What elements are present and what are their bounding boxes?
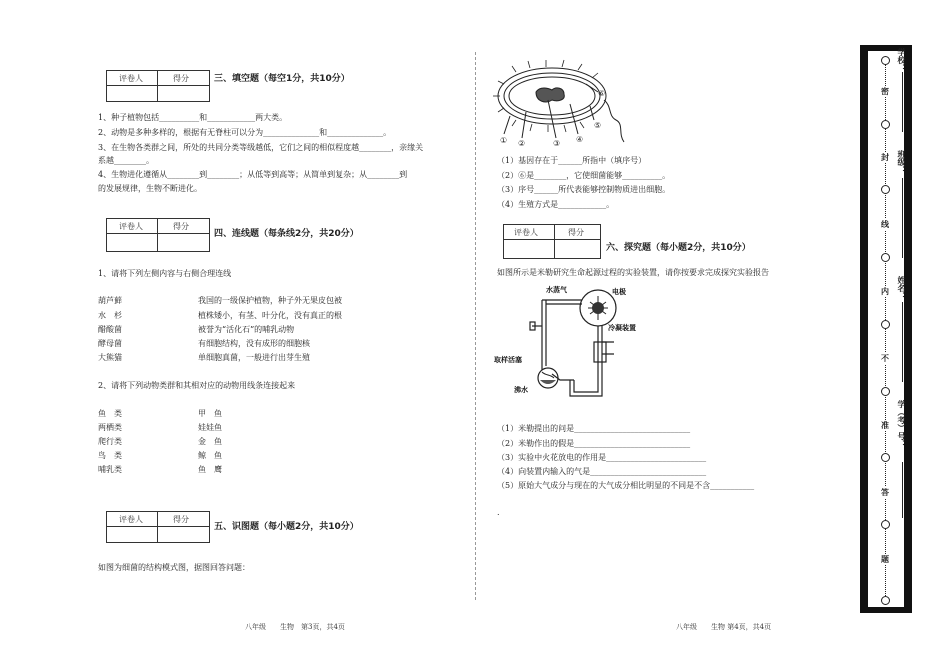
bacteria-label-1: ①	[500, 136, 508, 145]
section-5-title: 五、识图题（每小题2分，共10分）	[214, 522, 359, 532]
seal-dotted-line	[885, 60, 886, 600]
grader-box-sec5	[106, 511, 210, 543]
seal-char-5: 不	[881, 353, 889, 363]
inquiry-item-1: （1）米勒提出的问是_____________________________	[497, 424, 691, 433]
seal-char-7: 答	[881, 487, 889, 497]
page-footer-left: 八年级 生物 第3页，共4页	[245, 623, 345, 631]
section-3-title: 三、填空题（每空1分，共10分）	[214, 74, 350, 84]
match-q1-left-4: 酵母菌	[98, 339, 122, 348]
match-q2-left-2: 两栖类	[98, 423, 122, 432]
seal-circle	[881, 120, 890, 129]
match-q2-right-2: 娃娃鱼	[198, 423, 222, 432]
seal-circle	[881, 453, 890, 462]
grader-label: 评卷人	[119, 515, 143, 524]
grader-box-sec6	[503, 224, 601, 259]
seal-circle	[881, 185, 890, 194]
field-class: 班级：	[897, 150, 907, 174]
match-q1-right-5: 单细胞真菌，一般进行出芽生殖	[198, 353, 310, 362]
miller-apparatus-diagram	[490, 280, 650, 405]
match-q1-right-1: 我国的一级保护植物，种子外无果皮包被	[198, 296, 342, 305]
fill-item-3-cont: 系越________。	[98, 156, 154, 165]
seal-char-8: 题	[881, 554, 889, 564]
match-q2-right-5: 鱼 鹰	[198, 465, 222, 474]
field-name: 姓名：	[897, 276, 907, 300]
grader-label: 评卷人	[514, 228, 538, 237]
seal-circle	[881, 387, 890, 396]
bacteria-question-2: （2）⑥是________，它使细菌能够__________。	[497, 171, 671, 180]
grader-label: 评卷人	[119, 74, 143, 83]
trailing-dot: .	[497, 508, 500, 517]
match-q2-left-3: 爬行类	[98, 437, 122, 446]
match-q2-right-4: 鲸 鱼	[198, 451, 222, 460]
score-label: 得分	[568, 228, 584, 237]
label-electrode: 电极	[612, 288, 626, 296]
fill-item-3: 3、在生物各类群之间，所处的共同分类等级越低，它们之间的相似程度越________，亲缘关	[98, 143, 424, 152]
match-q1-instruction: 1、请将下列左侧内容与右侧合理连线	[98, 269, 232, 278]
bacteria-diagram	[490, 54, 630, 149]
inquiry-item-3: （3）实验中火花放电的作用是_________________________	[497, 453, 707, 462]
match-q1-left-3: 醋酸菌	[98, 325, 122, 334]
bacteria-label-6: ⑥	[598, 89, 606, 98]
page-footer-right: 八年级 生物 第4页，共4页	[676, 623, 772, 631]
grader-label: 评卷人	[119, 222, 143, 231]
field-exam-number-line	[902, 462, 903, 518]
bacteria-question-3: （3）序号______所代表能够控制物质进出细胞。	[497, 185, 671, 194]
match-q1-left-1: 葫芦藓	[98, 296, 122, 305]
match-q1-right-3: 被誉为“活化石”的哺乳动物	[198, 325, 295, 334]
fill-item-4-cont: 的发展规律，生物不断进化。	[98, 184, 202, 193]
section-6-title: 六、探究题（每小题2分，共10分）	[606, 243, 751, 253]
match-q1-left-5: 大熊猫	[98, 353, 122, 362]
page-divider	[475, 52, 476, 600]
inquiry-item-2: （2）米勒作出的假是_____________________________	[497, 439, 691, 448]
seal-char-1: 密	[881, 86, 889, 96]
match-q2-left-1: 鱼 类	[98, 409, 122, 418]
seal-char-3: 线	[881, 219, 889, 229]
field-school-line	[902, 72, 903, 132]
label-water-vapor: 水蒸气	[546, 286, 567, 294]
fill-item-4: 4、生物进化遵循从________到________；从低等到高等；从简单到复杂；从________到	[98, 170, 408, 179]
label-condenser: 冷凝装置	[608, 324, 636, 332]
label-sampling-stopcock: 取样活塞	[494, 356, 522, 364]
label-boiling-water: 沸水	[514, 386, 528, 394]
seal-char-4: 内	[881, 286, 889, 296]
seal-circle	[881, 56, 890, 65]
match-q1-right-2: 植株矮小，有茎、叶分化，没有真正的根	[198, 311, 342, 320]
bacteria-label-3: ③	[553, 139, 561, 148]
bacteria-question-4: （4）生殖方式是____________。	[497, 200, 615, 209]
match-q2-right-1: 甲 鱼	[198, 409, 222, 418]
bacteria-label-2: ②	[518, 139, 526, 148]
seal-circle	[881, 320, 890, 329]
field-exam-number: 学（考）号：	[897, 400, 907, 448]
seal-circle	[881, 253, 890, 262]
score-label: 得分	[173, 515, 189, 524]
section-4-title: 四、连线题（每条线2分，共20分）	[214, 229, 359, 239]
seal-circle	[881, 596, 890, 605]
bacteria-label-5: ⑤	[594, 121, 602, 130]
match-q2-left-5: 哺乳类	[98, 465, 122, 474]
grader-box-sec4	[106, 218, 210, 252]
bacteria-question-1: （1）基因存在于______所指中（填序号）	[497, 156, 647, 165]
section-5-intro: 如图为细菌的结构模式图，据图回答问题：	[98, 563, 250, 572]
inquiry-item-4: （4）向装置内输入的气是_____________________________	[497, 467, 707, 476]
seal-char-6: 准	[881, 420, 889, 430]
match-q2-left-4: 鸟 类	[98, 451, 122, 460]
fill-item-1: 1、种子植物包括__________和____________两大类。	[98, 113, 288, 122]
score-label: 得分	[173, 222, 189, 231]
match-q1-right-4: 有细胞结构，没有成形的细胞核	[198, 339, 310, 348]
grader-box-sec3	[106, 70, 210, 102]
score-label: 得分	[173, 74, 189, 83]
bacteria-label-4: ④	[576, 135, 584, 144]
fill-item-2: 2、动物是多种多样的，根据有无脊柱可以分为______________和______________。	[98, 128, 392, 137]
seal-circle	[881, 520, 890, 529]
field-school: 学校：	[897, 48, 907, 72]
match-q1-left-2: 水 杉	[98, 311, 122, 320]
inquiry-item-5: （5）原始大气成分与现在的大气成分相比明显的不同是不含___________	[497, 481, 755, 490]
field-name-line	[902, 302, 903, 382]
match-q2-right-3: 金 鱼	[198, 437, 222, 446]
seal-char-2: 封	[881, 152, 889, 162]
section-6-intro: 如图所示是米勒研究生命起源过程的实验装置，请你按要求完成探究实验报告	[497, 268, 769, 277]
match-q2-instruction: 2、请将下列动物类群和其相对应的动物用线条连接起来	[98, 381, 296, 390]
field-class-line	[902, 178, 903, 258]
